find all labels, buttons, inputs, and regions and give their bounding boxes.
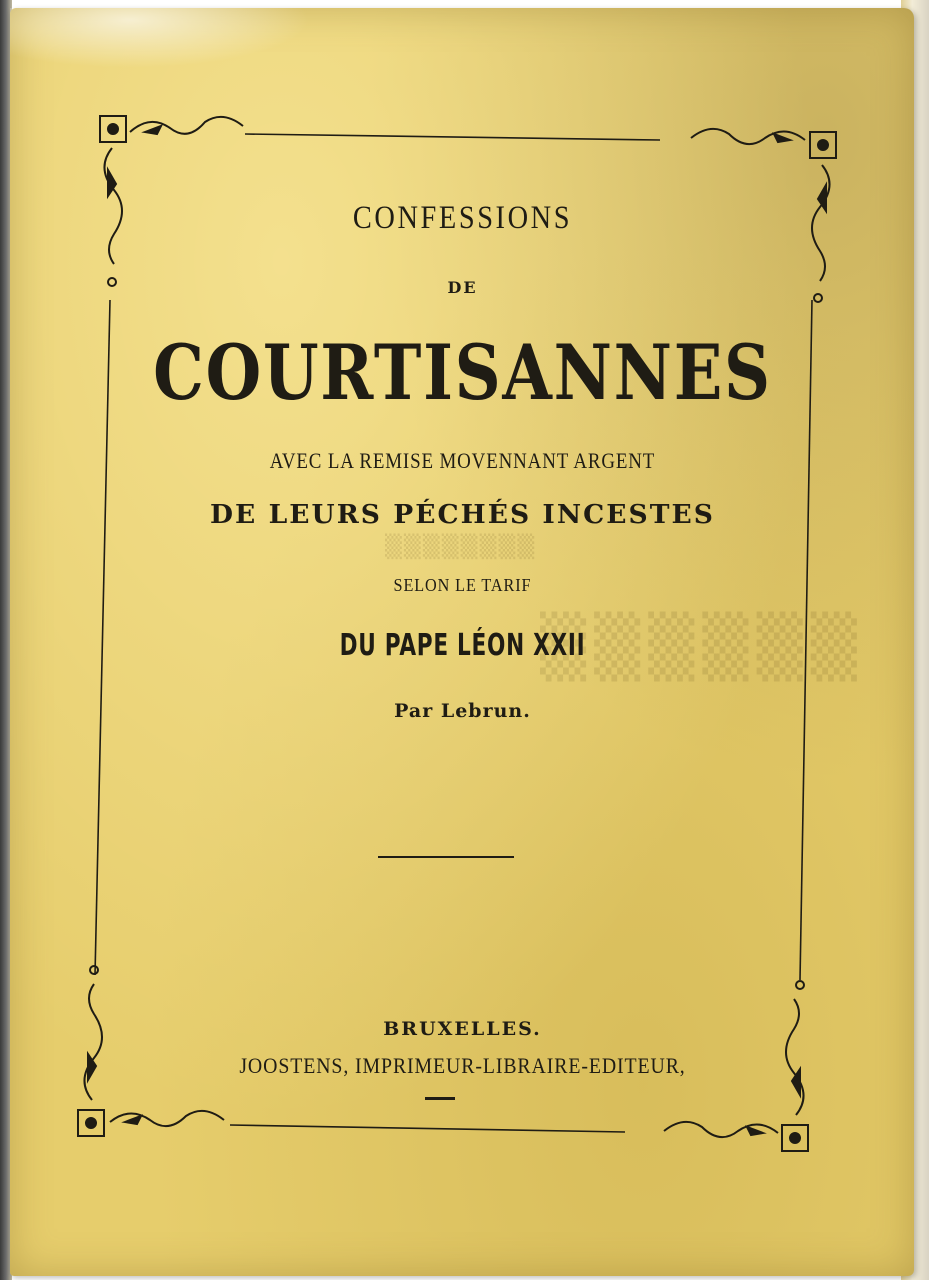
short-rule: [425, 1097, 455, 1100]
title-confessions: CONFESSIONS: [352, 200, 573, 236]
subtitle-line-2: DE LEURS PÉCHÉS INCESTES: [210, 500, 715, 530]
subtitle-line-3: SELON LE TARIF: [393, 575, 532, 595]
show-through-text: ▒▒▒▒▒▒: [540, 612, 865, 682]
imprint-city: BRUXELLES.: [383, 1018, 542, 1040]
divider-rule: [378, 856, 514, 858]
border-top-line: [245, 134, 660, 140]
subtitle-line-1: AVEC LA REMISE MOVENNANT ARGENT: [269, 448, 656, 473]
imprint-publisher: JOOSTENS, IMPRIMEUR-LIBRAIRE-EDITEUR,: [239, 1053, 686, 1078]
author-line: Par Lebrun.: [394, 700, 531, 722]
subtitle-line-4: DU PAPE LÉON XXII: [339, 628, 586, 663]
corner-ornament-bottom-left: [78, 966, 224, 1136]
border-bottom-line: [230, 1125, 625, 1132]
show-through-text: ▒▒▒▒▒▒▒▒: [385, 535, 537, 560]
title-de: DE: [447, 278, 478, 297]
title-main: COURTISANNES: [153, 328, 772, 417]
